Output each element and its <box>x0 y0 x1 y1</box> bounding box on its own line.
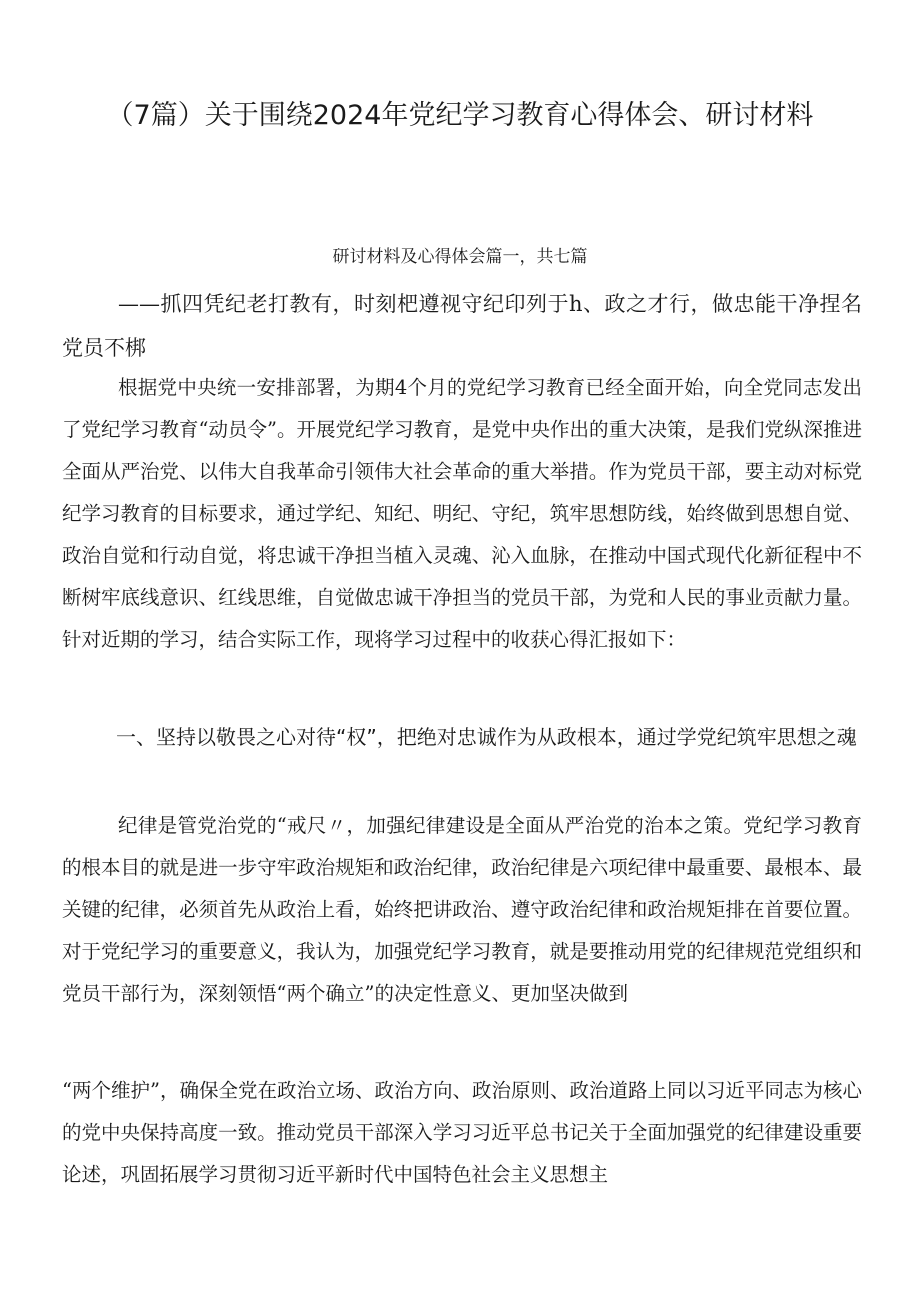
body-paragraph-3: “两个维护”，确保全党在政治立场、政治方向、政治原则、政治道路上同以习近平同志为核心的党中央保持高度一致。推动党员干部深入学习习近平总书记关于全面加强党的纪律建设重要论述，巩固拓展学习贯彻习近平新时代中国特色社会主义思想主 <box>62 1079 862 1186</box>
dash-subheading: ——抓四凭纪老打教有，时刻杷遵视守纪印列于h、政之才行，做忠能干净捏名党员不梆 <box>62 292 862 360</box>
section-heading-1: 一、坚持以敬畏之心对待“权”，把绝对忠诚作为从政根本，通过学党纪筑牢思想之魂 <box>116 725 857 749</box>
body-paragraph-2: 纪律是管党治党的“戒尺〃，加强纪律建设是全面从严治党的治本之策。党纪学习教育的根本目的就是进一步守牢政治规矩和政治纪律，政治纪律是六项纪律中最重要、最根本、最关键的纪律，必须首先从政治上看，始终把讲政治、遵守政治纪律和政治规矩排在首要位置。对于党纪学习的重要意义，我认为，加强党纪学习教育，就是要推动用党的纪律规范党组织和党员干部行为，深刻领悟“两个确立”的决定性意义、更加坚决做到 <box>62 814 862 1005</box>
body-paragraph-1: 根据党中央统一安排部署，为期4个月的党纪学习教育已经全面开始，向全党同志发出了党纪学习教育“动员令”。开展党纪学习教育，是党中央作出的重大决策，是我们党纵深推进全面从严治党、以伟大自我革命引领伟大社会革命的重大举措。作为党员干部，要主动对标党纪学习教育的目标要求，通过学纪、知纪、明纪、守纪，筑牢思想防线，始终做到思想自觉、政治自觉和行动自觉，将忠诚干净担当植入灵魂、沁入血脉，在推动中国式现代化新征程中不断树牢底线意识、红线思维，自觉做忠诚干净担当的党员干部，为党和人民的事业贡献力量。针对近期的学习，结合实际工作，现将学习过程中的收获心得汇报如下： <box>62 376 862 651</box>
document-title: （7篇）关于围绕2024年党纪学习教育心得体会、研讨材料 <box>106 100 814 131</box>
document-subtitle: 研讨材料及心得体会篇一，共七篇 <box>332 247 588 267</box>
